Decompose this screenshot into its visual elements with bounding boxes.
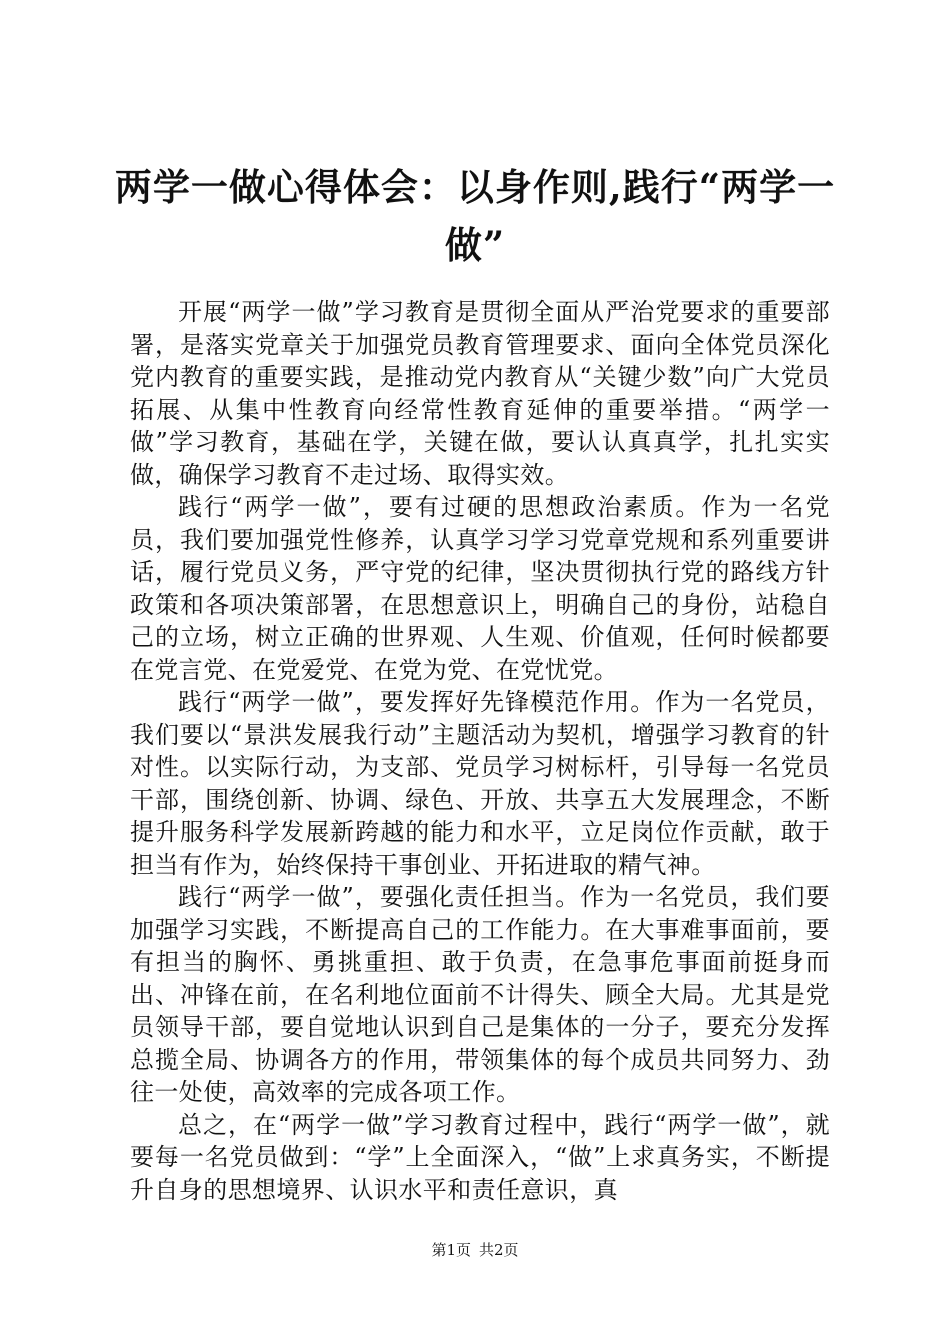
document-body [130, 296, 830, 1206]
paragraph-3: 践行“两学一做”，要发挥好先锋模范作用。作为一名党员，我们要以“景洪发展我行动”主题活动为契机，增强学习教育的针对性。以实际行动，为支部、党员学习树标杆，引导每一名党员干部，围绕创新、协调、绿色、开放、共享五大发展理念，不断提升服务科学发展新跨越的能力和水平，立足岗位作贡献，敢于担当有作为，始终保持干事创业、开拓进取的精气神。 [130, 688, 830, 879]
paragraph-2: 践行“两学一做”，要有过硬的思想政治素质。作为一名党员，我们要加强党性修养，认真学习学习党章党规和系列重要讲话，履行党员义务，严守党的纪律，坚决贯彻执行党的路线方针政策和各项决策部署，在思想意识上，明确自己的身份，站稳自己的立场，树立正确的世界观、人生观、价值观，任何时候都要在党言党、在党爱党、在党为党、在党忧党。 [130, 493, 830, 684]
paragraph-1: 开展“两学一做”学习教育是贯彻全面从严治党要求的重要部署，是落实党章关于加强党员教育管理要求、面向全体党员深化党内教育的重要实践，是推动党内教育从“关键少数”向广大党员拓展、从集中性教育向经常性教育延伸的重要举措。“两学一做”学习教育，基础在学，关键在做，要认认真真学，扎扎实实做，确保学习教育不走过场、取得实效。 [130, 298, 830, 489]
paragraph-4: 践行“两学一做”，要强化责任担当。作为一名党员，我们要加强学习实践，不断提高自己的工作能力。在大事难事面前，要有担当的胸怀、勇挑重担、敢于负责，在急事危事面前挺身而出、冲锋在前，在名利地位面前不计得失、顾全大局。尤其是党员领导干部，要自觉地认识到自己是集体的一分子，要充分发挥总揽全局、协调各方的作用，带领集体的每个成员共同努力、劲往一处使，高效率的完成各项工作。 [130, 883, 830, 1106]
paragraph-5: 总之，在“两学一做”学习教育过程中，践行“两学一做”，就要每一名党员做到：“学”上全面深入，“做”上求真务实，不断提升自身的思想境界、认识水平和责任意识，真 [130, 1110, 830, 1204]
page-number: 第1页 [431, 1241, 471, 1259]
page-total: 共2页 [479, 1241, 519, 1259]
page-footer [0, 1240, 950, 1260]
document-title: 两学一做心得体会：以身作则,践行“两学一做” [114, 165, 836, 267]
